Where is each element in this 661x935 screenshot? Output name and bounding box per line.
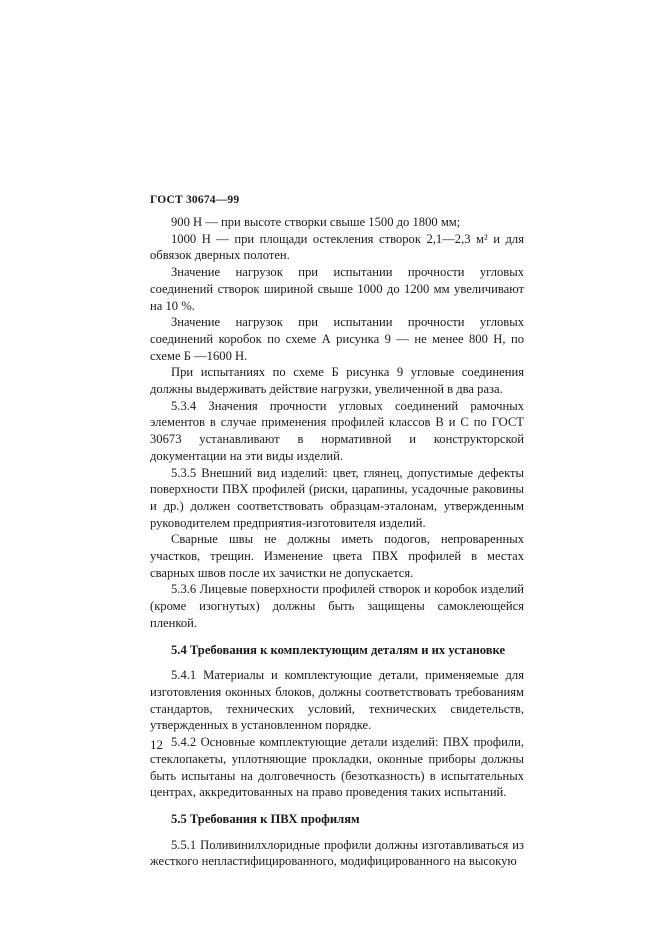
paragraph: 5.3.6 Лицевые поверхности профилей створок и коробок изделий (кроме изогнутых) должны быть защищены самоклеющейся пленкой.	[150, 582, 524, 630]
paragraph: Сварные швы не должны иметь подогов, непроваренных участков, трещин. Изменение цвета ПВХ профилей в местах сварных швов после их зачистки не допускается.	[150, 532, 524, 580]
paragraph: Значение нагрузок при испытании прочности угловых соединений створок шириной свыше 1000 до 1200 мм увеличивают на 10 %.	[150, 265, 524, 313]
section-heading-5-4: 5.4 Требования к комплектующим деталям и их установке	[171, 642, 506, 657]
document-body	[150, 214, 524, 870]
document-header: ГОСТ 30674—99	[150, 194, 240, 206]
paragraph: Значение нагрузок при испытании прочности угловых соединений коробок по схеме А рисунка 9 — не менее 800 Н, по схеме Б —1600 Н.	[150, 315, 524, 363]
paragraph: При испытаниях по схеме Б рисунка 9 угловые соединения должны выдерживать действие нагрузки, увеличенной в два раза.	[150, 365, 524, 397]
page-number: 12	[150, 737, 163, 752]
paragraph: 900 Н — при высоте створки свыше 1500 до 1800 мм;	[171, 215, 461, 229]
paragraph: 5.5.1 Поливинилхлоридные профили должны изготавливаться из жесткого непластифицированного, модифицированного на высокую	[150, 837, 524, 869]
paragraph: 5.3.4 Значения прочности угловых соединений рамочных элементов в случае применения профилей классов В и С по ГОСТ 30673 устанавливают в нормативной и конструкторской документации на эти виды изделий.	[150, 398, 524, 463]
paragraph: 5.4.2 Основные комплектующие детали изделий: ПВХ профили, стеклопакеты, уплотняющие прокладки, оконные приборы должны быть испытаны на долговечность (безотказность) в испытательных центрах, аккредитованных на право проведения таких испытаний.	[150, 735, 524, 800]
paragraph: 1000 Н — при площади остекления створок 2,1—2,3 м² и для обвязок дверных полотен.	[150, 231, 524, 263]
paragraph: 5.3.5 Внешний вид изделий: цвет, глянец, допустимые дефекты поверхности ПВХ профилей (риски, царапины, усадочные раковины и др.) должен соответствовать образцам-эталонам, утвержденным руководителем предприятия-изготовителя изделий.	[150, 465, 524, 530]
paragraph: 5.4.1 Материалы и комплектующие детали, применяемые для изготовления оконных блоков, должны соответствовать требованиям стандартов, технических условий, технических свидетельств, утвержденных в установленном порядке.	[150, 668, 524, 733]
section-heading-5-5: 5.5 Требования к ПВХ профилям	[171, 811, 360, 826]
